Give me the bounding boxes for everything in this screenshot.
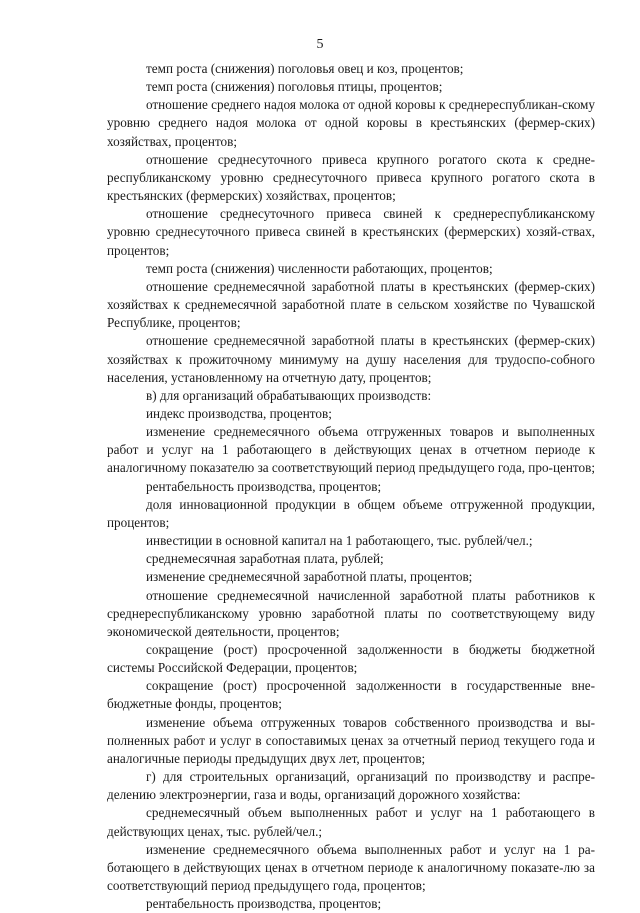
- paragraph: отношение среднемесячной начисленной заработной платы работников к среднереспубликанскому уровню заработной платы по соответствующему виду экономической деятельности, процентов;: [107, 587, 595, 639]
- paragraph: доля инновационной продукции в общем объеме отгруженной продукции, процентов;: [107, 496, 595, 530]
- paragraph: отношение среднемесячной заработной платы в крестьянских (фермер-ских) хозяйствах к среднемесячной заработной плате в сельском хозяйстве по Чувашской Республике, процентов;: [107, 278, 595, 331]
- paragraph: сокращение (рост) просроченной задолженности в бюджеты бюджетной системы Российской Федерации, процентов;: [107, 642, 595, 676]
- paragraph: рентабельность производства, процентов;: [146, 896, 382, 912]
- paragraph: темп роста (снижения) поголовья овец и коз, процентов;: [146, 61, 464, 76]
- document-body: [107, 60, 595, 913]
- section-heading-c: в) для организаций обрабатывающих производств:: [146, 387, 432, 403]
- paragraph: отношение среднесуточного привеса свиней к среднереспубликанскому уровню среднесуточного привеса свиней в крестьянских (фермерских) хозяй-ствах, процентов;: [107, 206, 595, 258]
- paragraph: сокращение (рост) просроченной задолженности в государственные вне-бюджетные фонды, процентов;: [107, 678, 595, 712]
- paragraph: отношение среднего надоя молока от одной коровы к среднереспубликан-скому уровню среднего надоя молока от одной коровы в крестьянских (фермер-ских) хозяйствах, процентов;: [107, 97, 595, 149]
- paragraph: изменение среднемесячной заработной платы, процентов;: [146, 569, 473, 585]
- paragraph: темп роста (снижения) поголовья птицы, процентов;: [146, 79, 443, 95]
- paragraph: изменение среднемесячного объема отгруженных товаров и выполненных работ и услуг на 1 работающего в действующих ценах в отчетном периоде к аналогичному показателю за соответствующий период предыдущего года, про-центов;: [107, 424, 595, 476]
- paragraph: отношение среднемесячной заработной платы в крестьянских (фермер-ских) хозяйствах к прожиточному минимуму на душу населения для трудоспо-собного населения, установленному на отчетную дату, процентов;: [107, 333, 595, 385]
- paragraph: инвестиции в основной капитал на 1 работающего, тыс. рублей/чел.;: [146, 533, 533, 549]
- paragraph: отношение среднесуточного привеса крупного рогатого скота к средне-республиканскому уровню среднесуточного привеса крупного рогатого скота в крестьянских (фермерских) хозяйствах, процентов;: [107, 151, 595, 204]
- paragraph: изменение объема отгруженных товаров собственного производства и вы-полненных работ и услуг в сопоставимых ценах за отчетный период текущего года и аналогичные периоды предыдущих двух лет, процентов;: [107, 714, 595, 766]
- section-heading-d: г) для строительных организаций, организаций по производству и распре-делению электроэнергии, газа и воды, организаций дорожного хозяйства:: [107, 769, 595, 803]
- paragraph: среднемесячный объем выполненных работ и услуг на 1 работающего в действующих ценах, тыс. рублей/чел.;: [107, 805, 595, 839]
- paragraph: среднемесячная заработная плата, рублей;: [146, 551, 384, 567]
- paragraph: изменение среднемесячного объема выполненных работ и услуг на 1 ра-ботающего в действующих ценах в отчетном периоде к аналогичному показате-лю за соответствующий период предыдущего года, процентов;: [107, 841, 595, 894]
- page-number: 5: [316, 37, 324, 52]
- paragraph: рентабельность производства, процентов;: [146, 478, 382, 494]
- paragraph: индекс производства, процентов;: [146, 405, 332, 421]
- paragraph: темп роста (снижения) численности работающих, процентов;: [146, 260, 493, 276]
